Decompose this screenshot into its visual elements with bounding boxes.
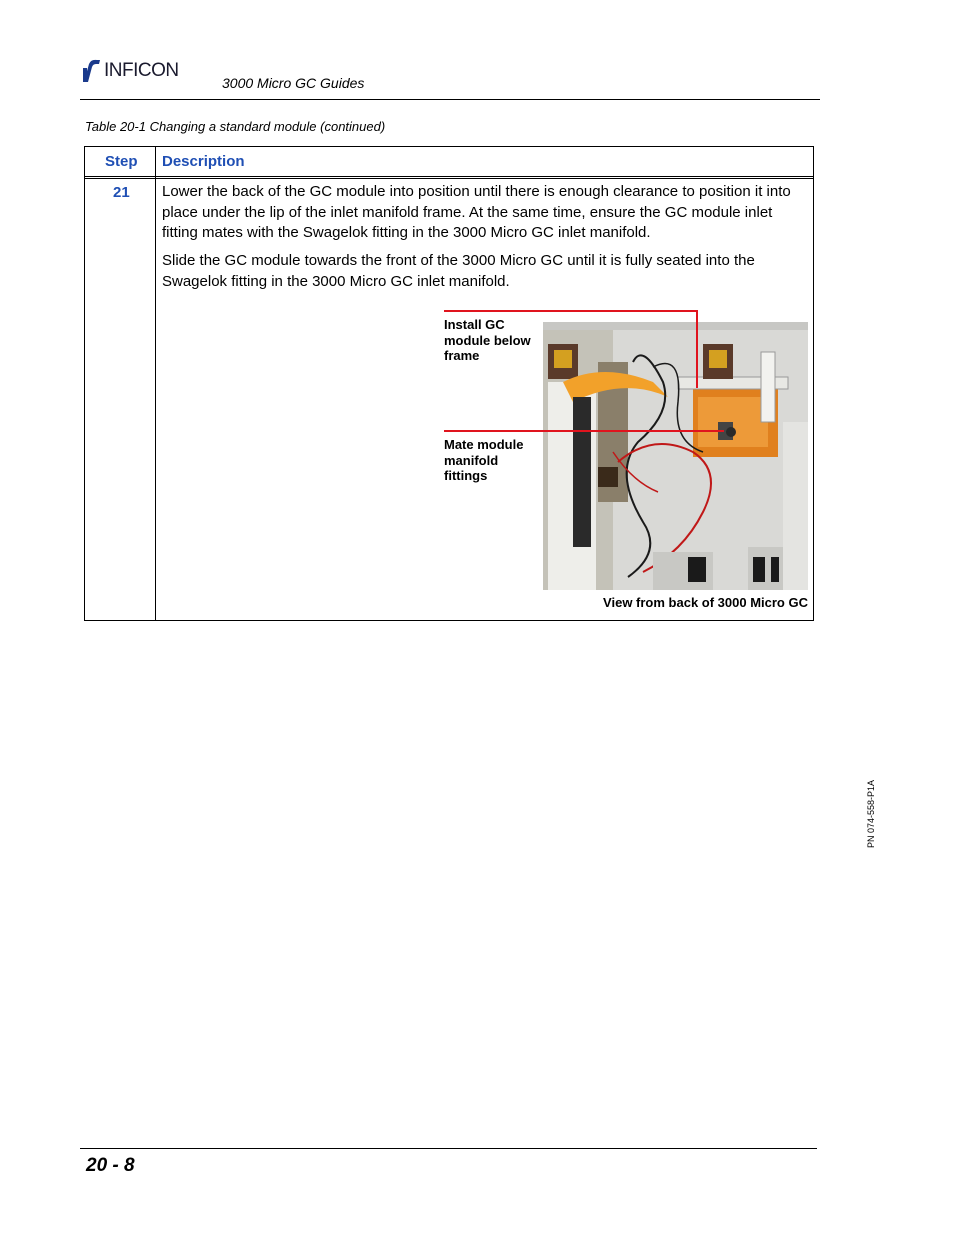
step-number[interactable]: 21 bbox=[113, 184, 130, 201]
inficon-logo bbox=[80, 58, 200, 84]
page-number: 20 - 8 bbox=[86, 1155, 135, 1176]
procedure-table bbox=[84, 146, 814, 621]
figure-caption: View from back of 3000 Micro GC bbox=[603, 595, 808, 610]
header-divider-double bbox=[85, 176, 813, 179]
step-paragraph-1: Lower the back of the GC module into position until there is enough clearance to position it into place under the lip of the inlet manifold frame. At the same time, ensure the GC module inlet fitting mates with the Swagelok fitting in the 3000 Micro GC inlet manifold. bbox=[162, 183, 791, 241]
column-header-description: Description bbox=[162, 153, 245, 170]
step-paragraph-2: Slide the GC module towards the front of the 3000 Micro GC until it is fully seated into the Swagelok fitting in the 3000 Micro GC inlet manifold. bbox=[162, 252, 755, 290]
callout-mate-module-fittings: Mate module manifold fittings bbox=[444, 437, 524, 483]
guide-title: 3000 Micro GC Guides bbox=[222, 75, 365, 91]
callout-leader-2 bbox=[444, 430, 724, 432]
part-number: PN 074-558-P1A bbox=[866, 779, 876, 848]
callout-leader-1-horizontal bbox=[444, 310, 698, 312]
footer-divider bbox=[80, 1148, 817, 1149]
header-divider bbox=[80, 99, 820, 100]
column-header-step: Step bbox=[105, 153, 138, 170]
callout-leader-1-vertical bbox=[696, 310, 698, 388]
gc-module-photo bbox=[543, 322, 808, 590]
logo-text: INFICON bbox=[104, 60, 179, 81]
callout-install-gc-module: Install GC module below frame bbox=[444, 317, 531, 363]
table-caption: Table 20-1 Changing a standard module (continued) bbox=[85, 119, 386, 134]
column-divider bbox=[155, 147, 156, 620]
inficon-logo-mark-icon bbox=[80, 58, 102, 84]
